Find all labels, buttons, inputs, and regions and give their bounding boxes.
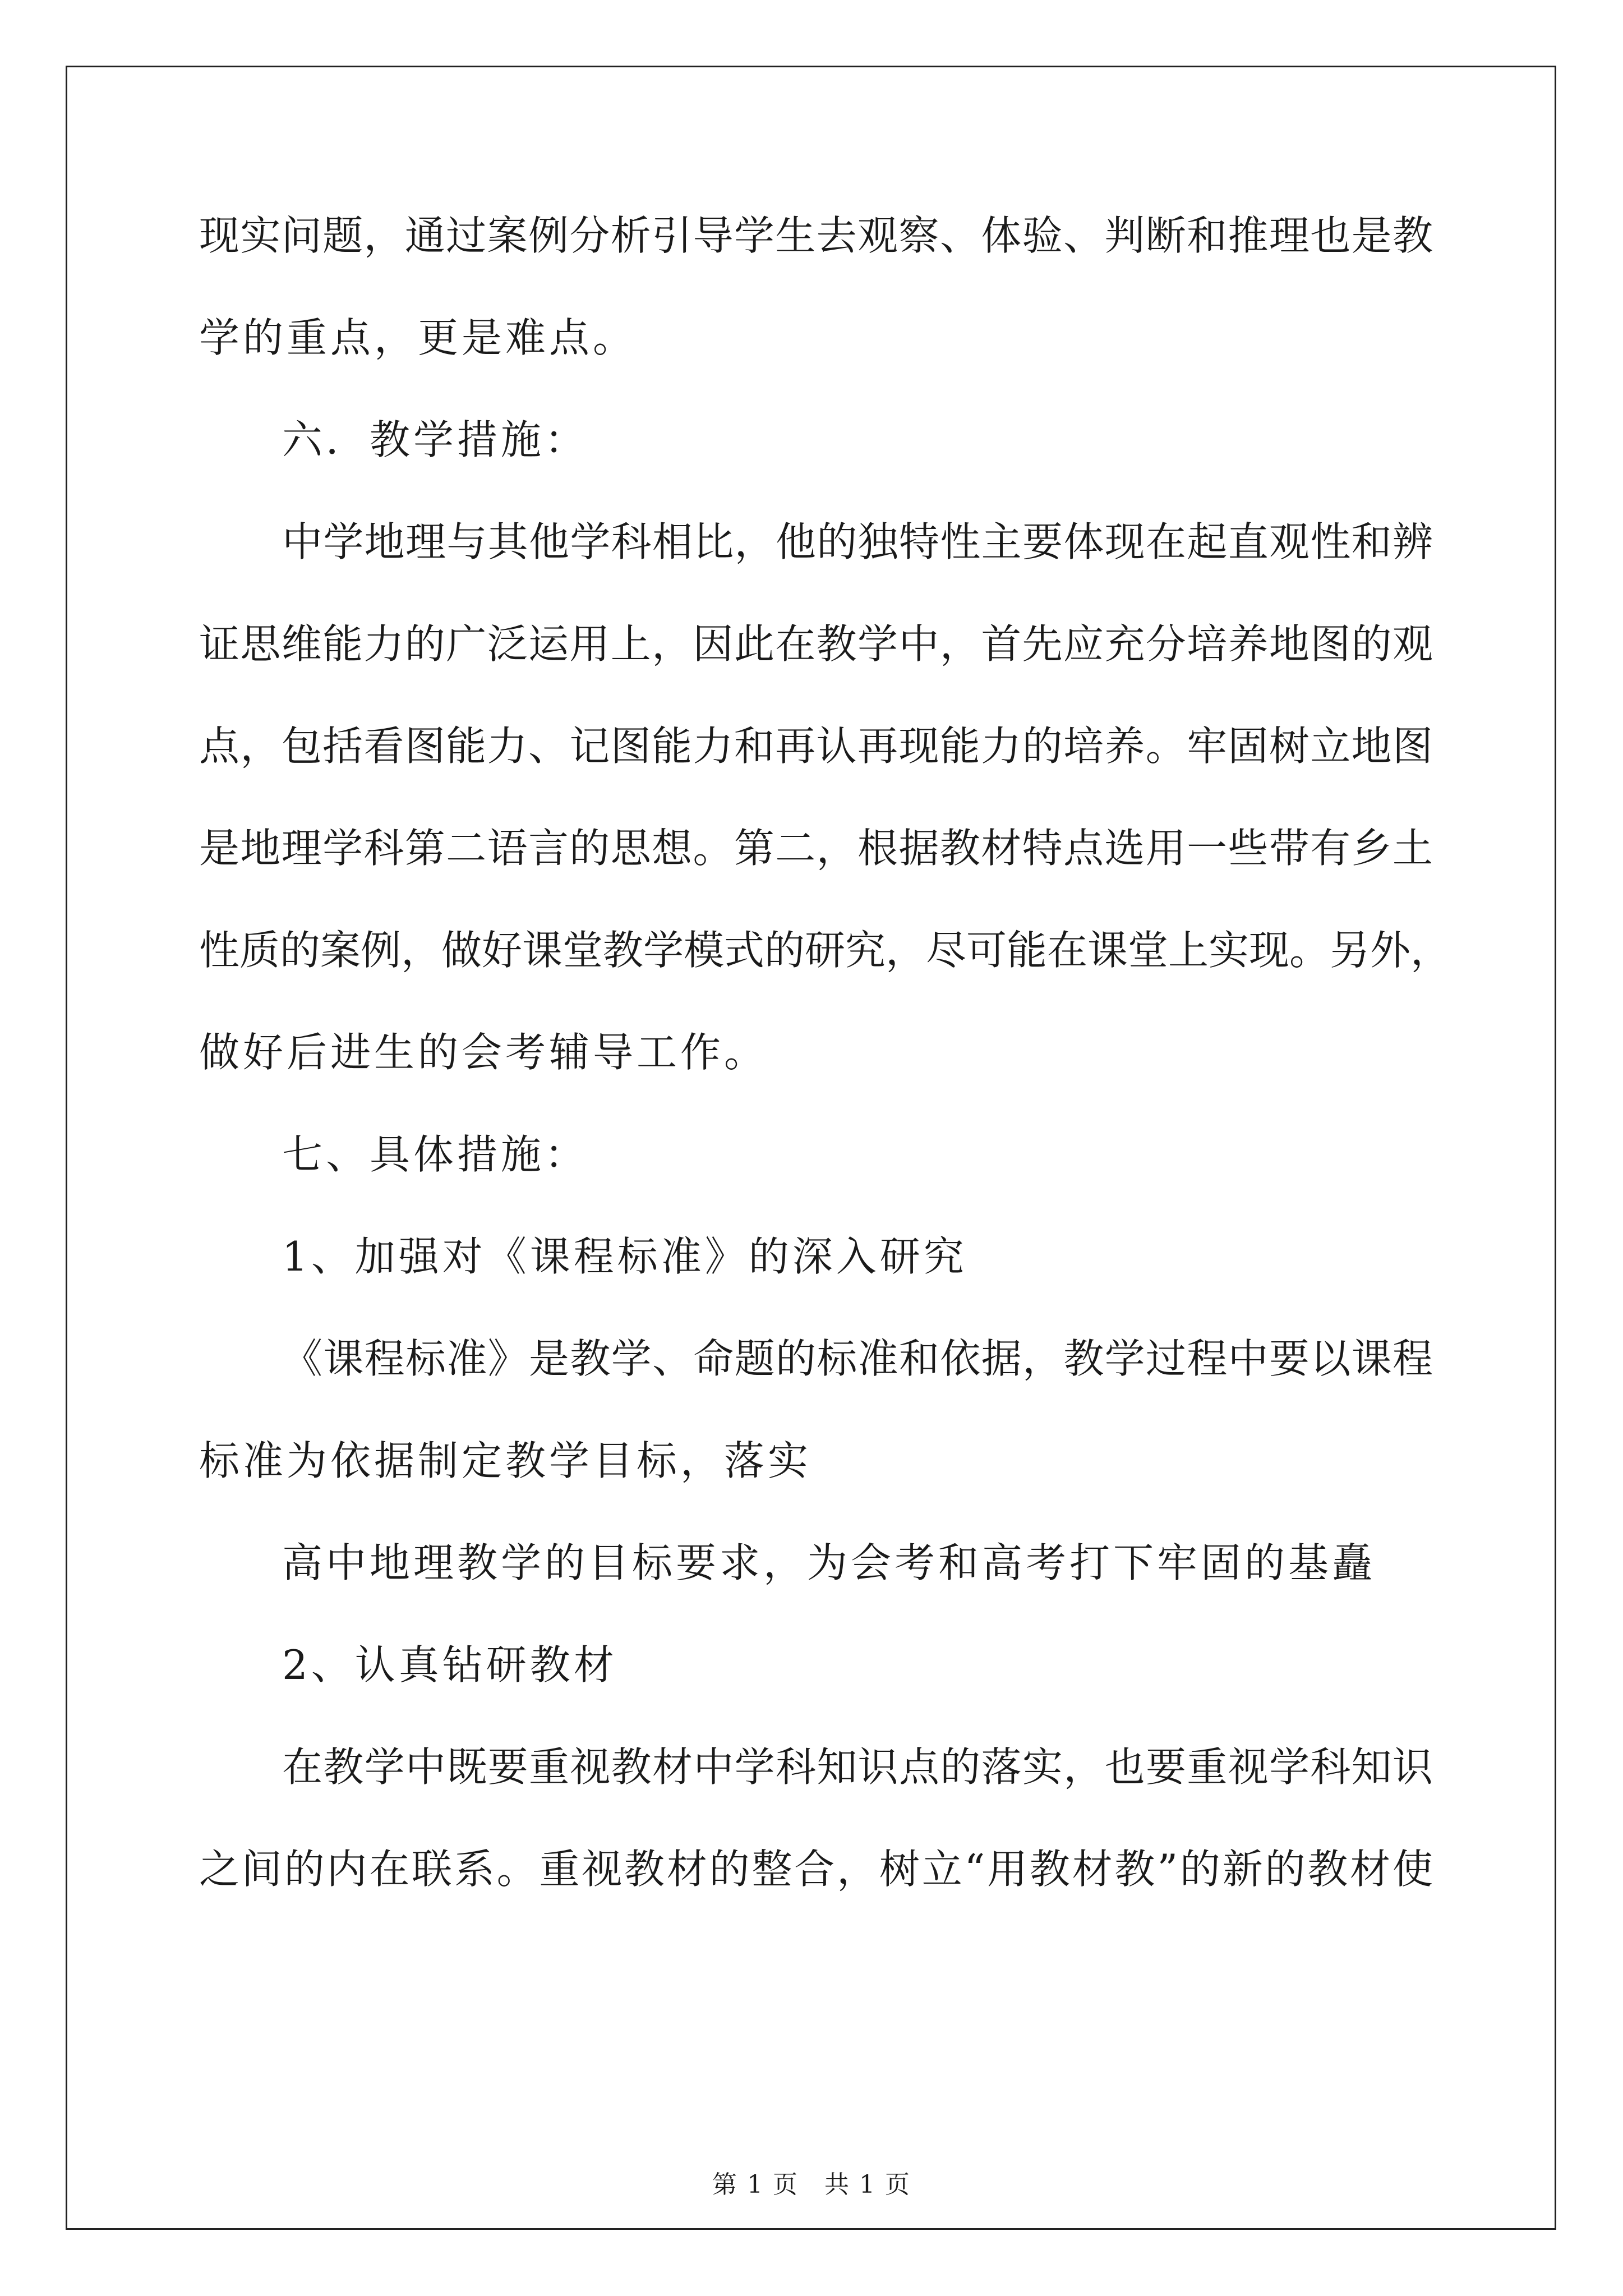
paragraph-line: 在教学中既要重视教材中学科知识点的落实，也要重视学科知识 xyxy=(282,1743,1433,1791)
paragraph-line: 学的重点，更是难点。 xyxy=(199,314,637,361)
paragraph-line: 性质的案例，做好课堂教学模式的研究，尽可能在课堂上实现。另外， xyxy=(199,927,1451,974)
subsection-heading: 1、加强对《课程标准》的深入研究 xyxy=(282,1233,967,1280)
paragraph-line: 现实问题，通过案例分析引导学生去观察、体验、判断和推理也是教 xyxy=(199,212,1433,259)
paragraph-line: 高中地理教学的目标要求，为会考和高考打下牢固的基矗 xyxy=(282,1539,1376,1586)
document-body xyxy=(199,208,1451,1897)
section-heading: 七、具体措施： xyxy=(282,1131,589,1178)
section-heading: 六．教学措施： xyxy=(282,416,589,463)
subsection-heading: 2、认真钻研教材 xyxy=(282,1641,617,1688)
page-footer xyxy=(0,2171,1623,2199)
paragraph-line: 标准为依据制定教学目标，落实 xyxy=(199,1437,812,1484)
paragraph-line: 证思维能力的广泛运用上，因此在教学中，首先应充分培养地图的观 xyxy=(199,620,1433,668)
paragraph-line: 之间的内在联系。重视教材的整合，树立“用教材教”的新的教材使 xyxy=(199,1846,1433,1893)
page-total: 共 1 页 xyxy=(824,2170,911,2199)
paragraph-line: 中学地理与其他学科相比，他的独特性主要体现在起直观性和辨 xyxy=(282,518,1433,565)
paragraph-line: 做好后进生的会考辅导工作。 xyxy=(199,1029,768,1076)
paragraph-line: 点，包括看图能力、记图能力和再认再现能力的培养。牢固树立地图 xyxy=(199,723,1433,770)
paragraph-line: 是地理学科第二语言的思想。第二，根据教材特点选用一些带有乡土 xyxy=(199,825,1433,872)
paragraph-line: 《课程标准》是教学、命题的标准和依据，教学过程中要以课程 xyxy=(282,1335,1433,1382)
page-number: 第 1 页 xyxy=(712,2170,799,2199)
